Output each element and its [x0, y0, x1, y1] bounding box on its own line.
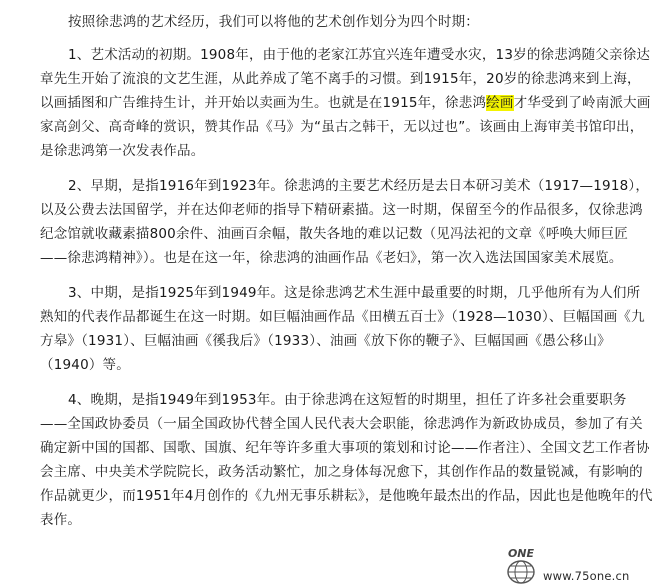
- period-1-text-start: 1、艺术活动的初期。1908年，由于他的老家江苏宜兴连年遭受水灾，13岁的徐悲鸿随父亲徐达章先生开始了流浪的文艺生涯，从此养成了笔不离手的习惯。到1915年，20岁的徐悲鸿来到上海，以画插图和广告维持生计，并开始以卖画为生。也就是在1915年，徐悲鸿: [40, 47, 651, 111]
- intro-paragraph: 按照徐悲鸿的艺术经历，我们可以将他的艺术创作划分为四个时期：: [68, 14, 479, 30]
- period-1-paragraph: [40, 43, 653, 163]
- highlighted-keyword: 绘画: [486, 95, 514, 111]
- watermark-logo-text: ONE: [507, 547, 535, 560]
- period-3-paragraph: 3、中期，是指1925年到1949年。这是徐悲鸿艺术生涯中最重要的时期，几乎他所有为人们所熟知的代表作品都诞生在这一时期。如巨幅油画作品《田横五百士》（1928—1030）、巨幅国画《九方皋》（1931）、巨幅油画《徯我后》（1933）、油画《放下你的鞭子》、巨幅国画《愚公移山》（1940）等。: [40, 285, 645, 373]
- period-4-paragraph: 4、晚期，是指1949年到1953年。由于徐悲鸿在这短暂的时期里，担任了许多社会重要职务——全国政协委员（一届全国政协代替全国人民代表大会职能，徐悲鸿作为新政协成员，参加了有关确定新中国的国都、国歌、国旗、纪年等许多重大事项的策划和讨论——作者注）、全国文艺工作者协会主席、中央美术学院院长，政务活动繁忙，加之身体每况愈下，其创作作品的数量锐减，有影响的作品就更少，而1951年4月创作的《九州无事乐耕耘》，是他晚年最杰出的作品，因此也是他晚年的代表作。: [40, 392, 653, 528]
- watermark-url: www.75one.cn: [543, 569, 630, 583]
- site-watermark: [499, 545, 657, 585]
- period-1-text-end: 才华受到了岭南派大画家高剑父、高奇峰的赏识，赞其作品《马》为“虽古之韩干，无以过也”。该画由上海审美书馆印出，是徐悲鸿第一次发表作品。: [40, 95, 651, 159]
- globe-logo-icon: [499, 545, 543, 585]
- period-2-paragraph: 2、早期，是指1916年到1923年。徐悲鸿的主要艺术经历是去日本研习美术（1917—1918），以及公费去法国留学，并在达仰老师的指导下精研素描。这一时期，保留至今的作品很多，仅徐悲鸿纪念馆就收藏素描800余件、油画百余幅，散失各地的难以记数（见冯法祀的文章《呼唤大师巨匠——徐悲鸿精神》）。也是在这一年，徐悲鸿的油画作品《老妇》，第一次入选法国国家美术展览。: [40, 178, 650, 266]
